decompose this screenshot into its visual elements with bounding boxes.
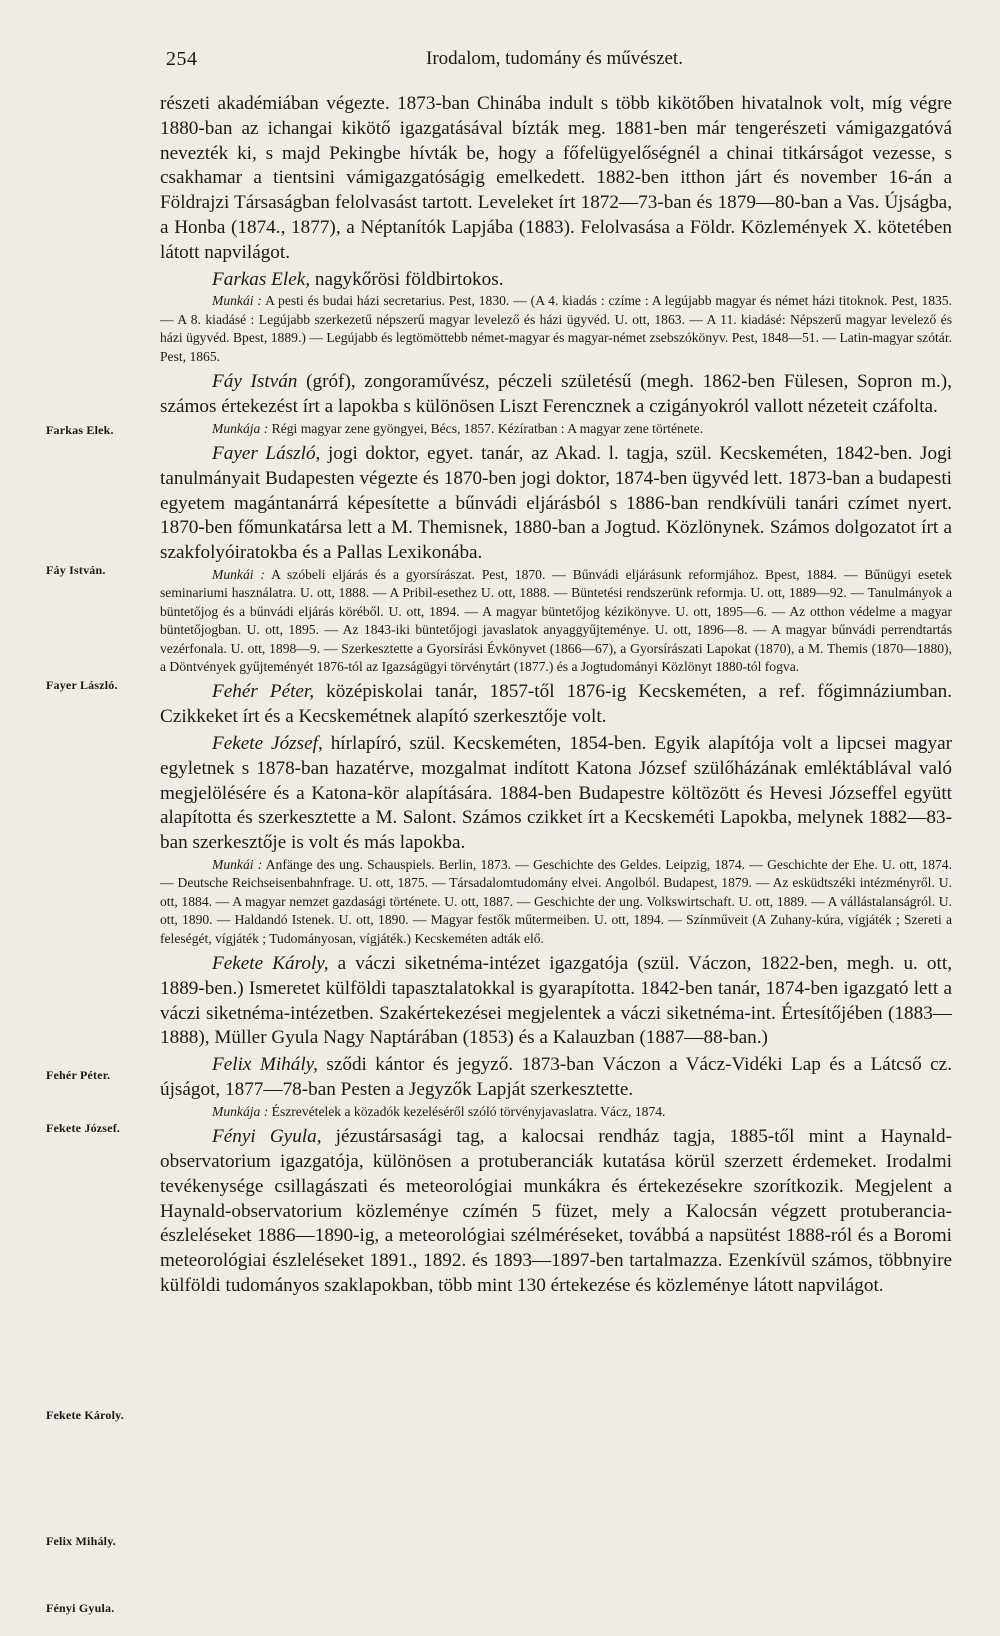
margin-note-fayer: Fayer László.	[46, 678, 118, 692]
entry-name: Fényi Gyula,	[212, 1126, 322, 1148]
entry-fenyi-gyula	[160, 1125, 952, 1299]
entry-text: középiskolai tanár, 1857-től 1876-ig Kecskeméten, a ref. főgimnáziumban. Czikkeket írt és a Kecskemétnek alapító szerkesztője volt.	[160, 681, 952, 728]
works-text: Régi magyar zene gyöngyei, Bécs, 1857. Kézíratban : A magyar zene története.	[268, 420, 704, 436]
entry-name: Farkas Elek,	[212, 268, 311, 290]
entry-name: Fayer László,	[212, 443, 321, 464]
entry-name: Felix Mihály,	[212, 1054, 318, 1076]
entry-fayer-laszlo	[160, 442, 952, 676]
entry-fay-istvan	[160, 370, 952, 438]
entry-text: hírlapíró, szül. Kecskeméten, 1854-ben. Egyik alapítója volt a lipcsei magyar egyletnek s 1878-ban hazatérve, mozgalmat indított Katona József szülőházának emléktáblával való megjelölésére és a Katona-kör alapítására. 1884-ben Budapestre költözött és Hevesi Józseffel együtt alapította és szerkesztette a M. Salont. Számos czikket írt a Kecskeméti Lapokba, melynek 1882—83-ban szerkesztője is volt és más lapokba.	[160, 733, 952, 854]
entry-feher-peter	[160, 680, 952, 730]
intro-paragraph: részeti akadémiában végezte. 1873-ban Chinába indult s több kikötőben hivatalnok volt, míg végre 1880-ban az ichangai kikötő igazgatásával bízták meg. 1881-ben már tengerészeti vámigazgatóvá nevezték ki, s majd Pekingbe hívták be, hogy a főfelügyelőségnél a chinai titkárságot vezesse, s csakhamar a tientsini vámigazgatóságig emelkedett. 1882-ben itthon járt és november 16-án a Földrajzi Társaságban felolvasást tartott. Leveleket írt 1872—73-ban és 1879—80-ban a Vas. Újságba, a Honba (1874., 1877), a Néptanítók Lapjába (1883). Felolvasása a Földr. Közlemények X. kötetében látott napvilágot.	[160, 93, 952, 263]
entry-name: Fekete József,	[212, 733, 323, 755]
entry-text: jézustársasági tag, a kalocsai rendház tagja, 1885-től mint a Haynald-observatorium igazgatója, különösen a protuberanciák kutatása körül szerzett érdemeket. Irodalmi tevékenysége csillagászati és meteorológiai munkákra és értekezésekre szorítkozik. Megjelent a Haynald-observatorium közleménye czímén 5 füzet, mely a Kalocsán végzett protuberancia-észleléseket 1886—1890-ig, a meteorológiai szélméréseket, továbbá a napsütést 1888-ról és a Boromi meteorológiai észleléseket 1891., 1892. és 1893—1897-ben tartalmazza. Ezenkívül számos, többnyire külföldi tudományos szaklapokban, több mint 130 értekezése és közleménye látott napvilágot.	[160, 1126, 952, 1296]
entry-name: Fáy István	[212, 371, 298, 392]
works-label: Munkája :	[212, 1103, 269, 1119]
works-label: Munkája :	[212, 420, 269, 436]
entry-fekete-jozsef	[160, 732, 952, 948]
margin-note-fekete-karoly: Fekete Károly.	[46, 1408, 124, 1422]
margin-note-farkas: Farkas Elek.	[46, 423, 114, 437]
works-text: Anfänge des ung. Schauspiels. Berlin, 1873. — Geschichte des Geldes. Leipzig, 1874. — Geschichte der Ehe. U. ott, 1874. — Deutsche Reichseisenbahnfrage. U. ott, 1875. — Társadalomtudomány elvei. Angolból. Budapest, 1879. — Az esküdtszéki intézményről. U. ott, 1884. — A magyar nemzet gazdasági története. U. ott, 1887. — Geschichte der ung. Volkswirtschaft. U. ott, 1889. — A vállástalanságról. U. ott, 1890. — Haldandó Istenek. U. ott, 1890. — Magyar festők műtermeiben. U. ott, 1894. — Színműveit (A Zuhany-kúra, vígjáték ; Szereti a feleségét, vígjáték ; Tudományosan, vígjáték.) Kecskeméten adták elő.	[160, 857, 952, 946]
margin-note-felix: Felix Mihály.	[46, 1534, 116, 1548]
entry-text: a váczi siketnéma-intézet igazgatója (szül. Váczon, 1822-ben, megh. u. ott, 1889-ben.) Ismeretet külföldi tapasztalatokkal is gyarapította. 1842-ben tanár, 1874-ben igazgató lett a váczi siketnéma-intézetben. Szakértekezései megjelentek a váczi siketnéma-int. Értesítőjében (1883—1888), Müller Gyula Nagy Naptárában (1853) és a Kalauzban (1887—88-ban.)	[160, 953, 952, 1049]
margin-note-fekete-jozsef: Fekete József.	[46, 1121, 121, 1135]
main-text-column	[160, 92, 952, 1299]
entry-text: sződi kántor és jegyző. 1873-ban Váczon a Vácz-Vidéki Lap és a Látcső cz. újságot, 1877—78-ban Pesten a Jegyzők Lapját szerkesztette.	[160, 1054, 952, 1101]
works-text: A szóbeli eljárás és a gyorsírászat. Pest, 1870. — Bűnvádi eljárásunk reformjához. Bpest, 1884. — Bűnügyi esetek seminariumi használatra. U. ott, 1888. — A Pribil-esethez U. ott, 1888. — Büntetési rendszerünk reformja. U. ott, 1889—92. — Tanulmányok a büntetőjog és a bűnvádi eljárás köréből. U. ott, 1894. — A magyar büntetőjog kézikönyve. U. ott, 1895—6. — Az otthon védelme a magyar büntetőjogban. U. ott, 1895. — Az 1843-iki büntetőjogi javaslatok anyaggyűjteménye. U. ott, 1896—8. — A magyar bűnvádi perrendtartás vezérfonala. U. ott, 1898—9. — Szerkesztette a Gyorsírási Évkönyvet (1866—67), a Gyorsírászati Lapokat (1870), a M. Themis (1870—1880), a Döntvények gyűjteményét 1876-tól az Igazságügyi törvénytárt (1877.) és a Jogtudományi Közlönyt 1880-tól fogva.	[160, 566, 952, 675]
entry-felix-mihaly	[160, 1053, 952, 1121]
page-header	[166, 48, 946, 78]
entry-farkas-elek	[160, 268, 952, 366]
entry-text: nagykőrösi földbirtokos.	[310, 268, 504, 290]
entry-name: Fekete Károly,	[212, 953, 329, 975]
entry-text: jogi doktor, egyet. tanár, az Akad. l. tagja, szül. Kecskeméten, 1842-ben. Jogi tanulmányait Budapesten végezte és 1870-ben jogi doktor, 1874-ben ügyvéd lett. 1873-ban a budapesti egyetem magántanárrá képesítette a bűnvádi eljárásból s 1886-ban rendkívüli tanári czímet nyert. 1870-ben főmunkatársa lett a M. Themisnek, 1880-ban a Jogtud. Közlönynek. Számos dolgozatot írt a szakfolyóiratokba és a Pallas Lexikonába.	[160, 443, 952, 564]
entry-name: Fehér Péter,	[212, 681, 315, 703]
works-text: Észrevételek a közadók kezeléséről szóló törvényjavaslatra. Vácz, 1874.	[268, 1103, 666, 1119]
works-label: Munkái :	[212, 293, 262, 309]
margin-note-fay: Fáy István.	[46, 563, 106, 577]
works-text: A pesti és budai házi secretarius. Pest, 1830. — (A 4. kiadás : czíme : A legújabb magyar és német házi titoknok. Pest, 1835. — A 8. kiadásé : Legújabb szerkezetű népszerű magyar levelező és házi ügyvéd. U. ott, 1863. — A 11. kiadásé: Népszerű magyar levelező és házi ügyvéd. Bpest, 1889.) — Legújabb és legtömöttebb német-magyar és magyar-német zsebszókönyv. Pest, 1848—51. — Latin-magyar szótár. Pest, 1865.	[160, 293, 952, 364]
running-title: Irodalom, tudomány és művészet.	[426, 48, 683, 69]
margin-note-feher: Fehér Péter.	[46, 1068, 111, 1082]
works-label: Munkái :	[212, 857, 263, 872]
margin-note-fenyi: Fényi Gyula.	[46, 1601, 115, 1615]
works-label: Munkái :	[212, 566, 265, 582]
entry-fekete-karoly	[160, 952, 952, 1051]
page-number: 254	[166, 48, 198, 70]
entry-text: (gróf), zongoraművész, péczeli születésű (megh. 1862-ben Fülesen, Sopron m.), számos értekezést írt a lapokba s különösen Liszt Ferencznek a czigányokról vallott nézeteit czáfolta.	[160, 371, 952, 417]
